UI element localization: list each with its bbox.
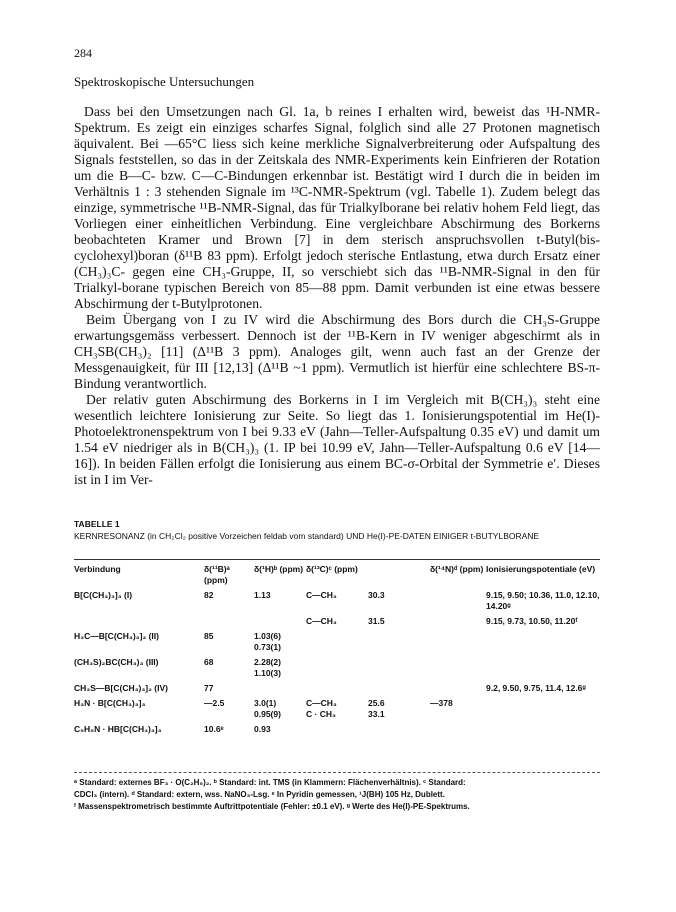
table-row xyxy=(74,590,600,616)
table-cell: (CH₃S)₂BC(CH₃)₃ (III) xyxy=(74,657,159,667)
table-cell: B[C(CH₃)₃]₃ (I) xyxy=(74,590,133,600)
paragraph: Dass bei den Umsetzungen nach Gl. 1a, b reines I erhalten wird, beweist das ¹H-NMR-Spektrum. Es zeigt ein einziges scharfes Signal, folglich sind alle 27 Protonen magnetisch äquivalent. Bei —65°C liess sich keine merkliche Signalverbreiterung oder Aufspaltung des Signals feststellen, so das in der Zeitskala des NMR-Experiments kein Einfrieren der Rotation um die B—C- bzw. C—C-Bindungen erkennbar ist. Bestätigt wird I durch die in beiden im Verhältnis 1 : 3 stehenden Signale im ¹³C-NMR-Spektrum (vgl. Tabelle 1). Zudem belegt das einzige, symmetrische ¹¹B-NMR-Signal, das für Trialkylborane bei relativ hohem Feld liegt, das Vorliegen einer einheitlichen Verbindung. Eine vergleichbare Abschirmung des Borkerns beobachteten Kramer und Brown [7] in dem sterisch anspruchsvollen t-Butyl(bis-cyclohexyl)boran (δ¹¹B 83 ppm). Erfolgt jedoch sterische Entlastung, etwa durch Ersatz einer (CH₃)₃C- gegen eine CH₃-Gruppe, II, so verschiebt sich das ¹¹B-NMR-Signal in den für Trialkyl-borane typischen Bereich von 85—88 ppm. Damit verbunden ist eine etwas bessere Abschirmung der t-Butylprotonen. xyxy=(74,104,600,311)
table-footnotes xyxy=(74,777,600,813)
table-cell: 9.15, 9.73, 10.50, 11.20ᶠ xyxy=(486,616,578,626)
page-number: 284 xyxy=(74,46,92,60)
table-row xyxy=(74,616,600,631)
table-cell: 25.6 33.1 xyxy=(368,698,385,719)
table-header-row xyxy=(74,564,600,590)
table-cell xyxy=(306,683,368,698)
table-cell: 82 xyxy=(204,590,214,600)
table-cell xyxy=(430,724,486,739)
table-row xyxy=(74,657,600,683)
table-cell xyxy=(368,683,430,698)
paragraph: Der relativ guten Abschirmung des Borkerns in I im Vergleich mit B(CH₃)₃ steht eine wesentlich leichtere Ionisierung zur Seite. So liegt das 1. Ionisierungspotential im He(I)-Photoelektronenspektrum von I bei 9.33 eV (Jahn—Teller-Aufspaltung 0.35 eV) und damit um 1.54 eV niedriger als in B(CH₃)₃ (1. IP bei 10.99 eV, Jahn—Teller-Aufspaltung 0.6 eV [14—16]). In beiden Fällen erfolgt die Ionisierung aus einem BC-σ-Orbital der Symmetrie e′. Dieses ist in I im Ver- xyxy=(74,392,600,487)
column-header: δ(¹⁴N)ᵈ (ppm) xyxy=(430,564,484,574)
footnote-line: CDCl₃ (intern). ᵈ Standard: extern, wss. NaNO₃-Lsg. ᵉ In Pyridin gemessen, ¹J(BH) 105 Hz, Dublett. xyxy=(74,790,445,799)
table-title: KERNRESONANZ (in CH₂Cl₂ positive Vorzeichen feldab vom standard) UND He(I)-PE-DATEN EINIGER t-BUTYLBORANE xyxy=(74,531,540,541)
table-cell xyxy=(74,616,204,631)
footnote-line: ᵃ Standard: externes BF₃ · O(C₂H₅)₂. ᵇ Standard: int. TMS (in Klammern: Flächenverhältnis). ᶜ Standard: xyxy=(74,778,466,787)
table-cell xyxy=(368,657,430,683)
footnote-line: ᶠ Massenspektrometrisch bestimmte Auftrittpotentiale (Fehler: ±0.1 eV). ᵍ Werte des He(I)-PE-Spektrums. xyxy=(74,802,470,811)
table-label: TABELLE 1 xyxy=(74,519,120,529)
table-cell: 2.28(2) 1.10(3) xyxy=(254,657,281,678)
column-header: δ(¹³C)ᶜ (ppm) xyxy=(306,564,358,574)
table-cell xyxy=(430,683,486,698)
table-cell xyxy=(254,616,306,631)
table-row xyxy=(74,698,600,724)
body-text xyxy=(74,104,600,488)
table-cell xyxy=(486,724,600,739)
table-cell: H₃C—B[C(CH₃)₃]₂ (II) xyxy=(74,631,159,641)
table-cell xyxy=(430,616,486,631)
column-header: δ(¹H)ᵇ (ppm) xyxy=(254,564,304,574)
section-heading: Spektroskopische Untersuchungen xyxy=(74,74,255,89)
table-cell: 31.5 xyxy=(368,616,385,626)
table-caption xyxy=(74,518,600,542)
table-cell: C₅H₅N · HB[C(CH₃)₃]₃ xyxy=(74,724,162,734)
column-header xyxy=(368,564,430,590)
table-cell xyxy=(306,724,368,739)
table-cell: CH₃S—B[C(CH₃)₃]₂ (IV) xyxy=(74,683,168,693)
column-header: Verbindung xyxy=(74,564,121,574)
paragraph: Beim Übergang von I zu IV wird die Abschirmung des Bors durch die CH₃S-Gruppe erwartungsgemäss verbessert. Dennoch ist der ¹¹B-Kern in IV weniger abgeschirmt als in CH₃SB(CH₃)₂ [11] (Δ¹¹B 3 ppm). Analoges gilt, wenn auch fast an der Grenze der Messgenauigkeit, für III [12,13] (Δ¹¹B ~1 ppm). Vermutlich ist hierfür eine schlechtere BS-π-Bindung verantwortlich. xyxy=(74,312,600,391)
table-cell xyxy=(430,657,486,683)
table-cell: —378 xyxy=(430,698,453,708)
table-cell: 3.0(1) 0.95(9) xyxy=(254,698,281,719)
table-cell: C—CH₃ C · CH₃ xyxy=(306,698,337,719)
table-cell: 9.2, 9.50, 9.75, 11.4, 12.6ᵍ xyxy=(486,683,586,693)
column-header: δ(¹¹B)ᵃ (ppm) xyxy=(204,564,230,585)
table-cell: 10.6ᵉ xyxy=(204,724,224,734)
table-cell xyxy=(368,631,430,657)
table-cell: 1.13 xyxy=(254,590,271,600)
table-cell: 9.15, 9.50; 10.36, 11.0, 12.10, 14.20ᵍ xyxy=(486,590,600,611)
table-cell: H₃N · B[C(CH₃)₃]₃ xyxy=(74,698,146,708)
table-cell xyxy=(204,616,254,631)
table-cell xyxy=(430,590,486,616)
table-cell xyxy=(306,657,368,683)
table-row xyxy=(74,724,600,739)
table-cell: C—CH₃ xyxy=(306,616,337,626)
table-cell xyxy=(486,657,600,683)
table-cell xyxy=(486,631,600,657)
table-cell: 1.03(6) 0.73(1) xyxy=(254,631,281,652)
table-cell: 0.93 xyxy=(254,724,271,734)
table-cell: 68 xyxy=(204,657,214,667)
table-cell: —2.5 xyxy=(204,698,225,708)
column-header: Ionisierungspotentiale (eV) xyxy=(486,564,596,574)
table-top-rule xyxy=(74,559,600,560)
table-cell xyxy=(486,698,600,724)
table-cell: C—CH₃ xyxy=(306,590,337,600)
table-bottom-rule xyxy=(74,772,600,773)
table-row xyxy=(74,631,600,657)
table-cell: 85 xyxy=(204,631,214,641)
table-cell xyxy=(368,724,430,739)
table-cell xyxy=(254,683,306,698)
table-row xyxy=(74,683,600,698)
table-cell xyxy=(306,631,368,657)
table-cell xyxy=(430,631,486,657)
table-cell: 77 xyxy=(204,683,214,693)
table-cell: 30.3 xyxy=(368,590,385,600)
nmr-table xyxy=(74,564,600,739)
